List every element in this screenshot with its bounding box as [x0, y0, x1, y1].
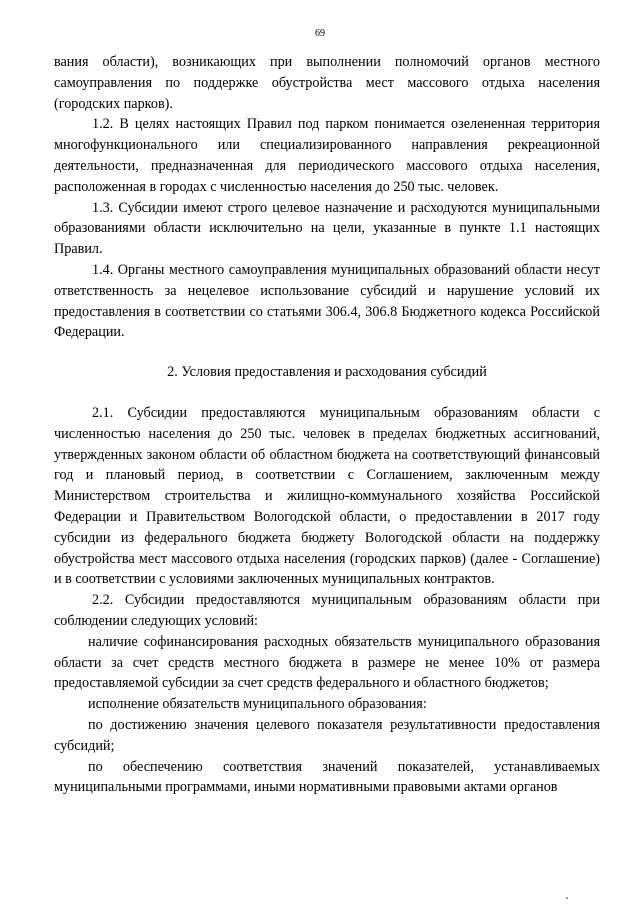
section-heading: 2. Условия предоставления и расходования субсидий — [167, 364, 487, 381]
page-number: 69 — [315, 28, 325, 39]
scan-speck — [566, 897, 568, 899]
document-body — [54, 52, 600, 798]
paragraph-1-2: 1.2. В целях настоящих Правил под парком понимается озелененная территория многофункционального или специализированного направления рекреационной деятельности, предназначенная для периодического массового отдыха населения, расположенная в городах с численностью населения до 250 тыс. человек. — [54, 116, 600, 195]
condition-target-indicator: по достижению значения целевого показателя результативности предоставления субсидий; — [54, 716, 600, 754]
paragraph-2-1: 2.1. Субсидии предоставляются муниципальным образованиям области с численностью населения до 250 тыс. человек в пределах бюджетных ассигнований, утвержденных законом области об областном бюджета на соответствующий финансовый год и плановый период, в соответствии с Соглашением, заключенным между Министерством строительства и жилищно-коммунального хозяйства Российской Федерации и Правительством Вологодской области, о предоставлении в 2017 году субсидии из федерального бюджета бюджету Вологодской области на поддержку обустройства мест массового отдыха населения (городских парков) (далее - Соглашение) и в соответствии с условиями заключенных муниципальных контрактов. — [54, 404, 600, 588]
paragraph-1-4: 1.4. Органы местного самоуправления муниципальных образований области несут ответственность за нецелевое использование субсидий и нарушение условий их предоставления в соответствии со статьями 306.4, 306.8 Бюджетного кодекса Российской Федерации. — [54, 261, 600, 341]
condition-indicator-compliance: по обеспечению соответствия значений показателей, устанавливаемых муниципальными программами, иными нормативными правовыми актами органов — [54, 758, 600, 796]
paragraph-continuation: вания области), возникающих при выполнении полномочий органов местного самоуправления по поддержке обустройства мест массового отдыха населения (городских парков). — [54, 54, 600, 112]
condition-cofinancing: наличие софинансирования расходных обязательств муниципального образования области за счет средств местного бюджета в размере не менее 10% от размера предоставляемой субсидии за счет средств федерального и областного бюджетов; — [54, 633, 600, 692]
condition-obligations: исполнение обязательств муниципального образования: — [88, 696, 427, 713]
paragraph-2-2: 2.2. Субсидии предоставляются муниципальным образованиям области при соблюдении следующих условий: — [54, 592, 600, 629]
paragraph-1-3: 1.3. Субсидии имеют строго целевое назначение и расходуются муниципальными образованиями области исключительно на цели, указанные в пункте 1.1 настоящих Правил. — [54, 199, 600, 258]
